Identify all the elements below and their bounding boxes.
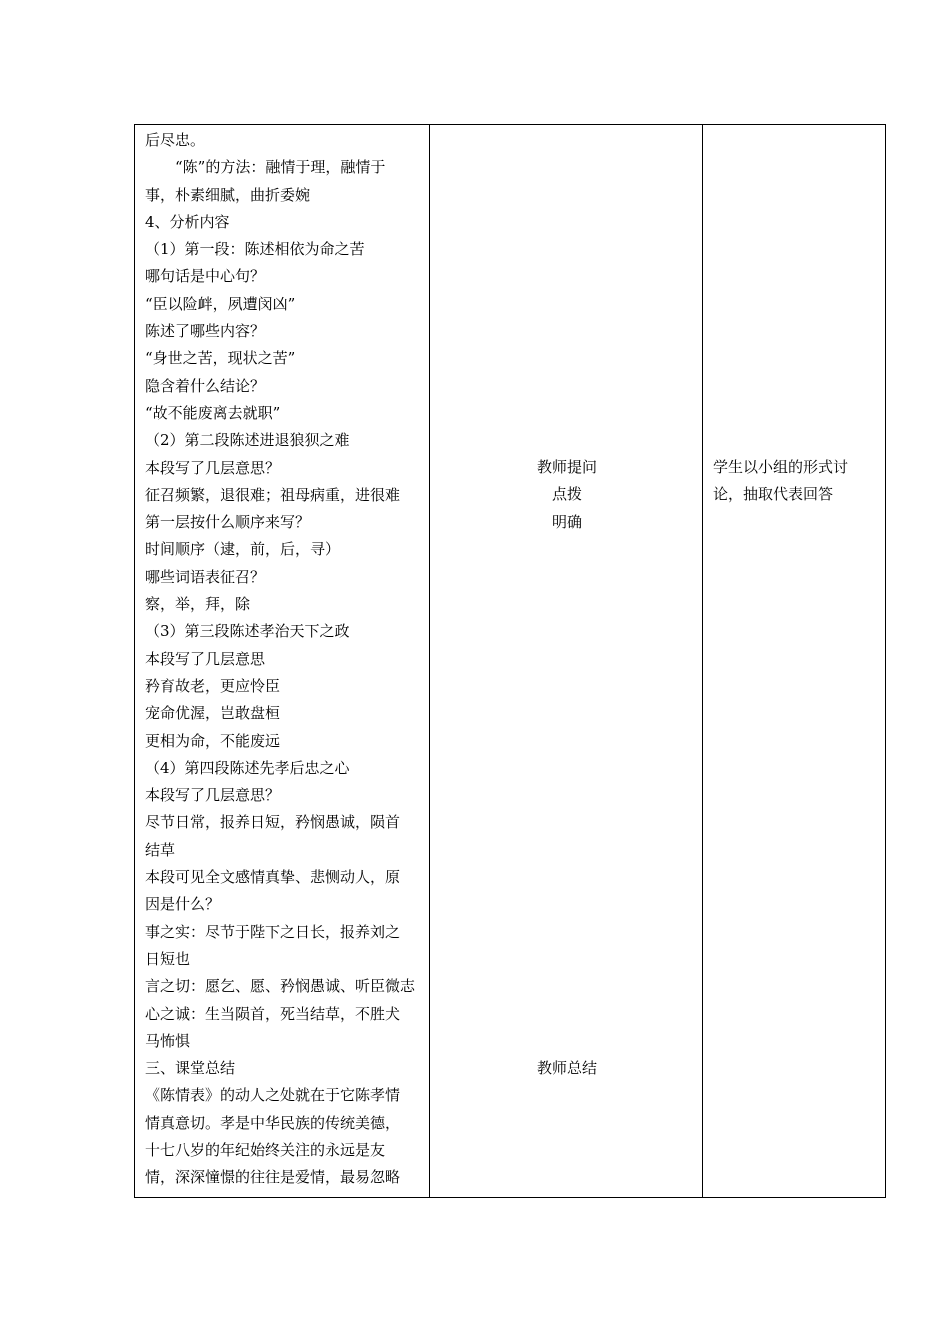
text-line: 矜育故老，更应怜臣 — [145, 676, 281, 695]
text-line: （4）第四段陈述先孝后忠之心 — [145, 758, 350, 777]
text-line: 情，深深憧憬的往往是爱情，最易忽略 — [145, 1168, 401, 1187]
student-activity-line: 论，抽取代表回答 — [713, 485, 834, 504]
text-line: （2）第二段陈述进退狼狈之难 — [145, 431, 350, 450]
text-line: 马怖惧 — [145, 1031, 191, 1050]
teacher-summary-label: 教师总结 — [536, 1059, 597, 1077]
text-line: 十七八岁的年纪始终关注的永远是友 — [145, 1140, 386, 1159]
text-line: 事，朴素细腻，曲折委婉 — [145, 185, 311, 204]
teacher-guidance — [431, 454, 703, 536]
student-activity — [713, 454, 873, 509]
text-line: 哪句话是中心句？ — [145, 267, 266, 286]
text-line: 日短也 — [145, 949, 191, 968]
text-line: “身世之苦，现状之苦” — [145, 349, 296, 368]
content-column — [145, 127, 425, 1192]
text-line: 4、分析内容 — [145, 212, 230, 231]
text-line: 察，举，拜，除 — [145, 595, 251, 614]
text-line: “陈”的方法：融情于理，融情于 — [145, 158, 386, 177]
text-line: 因是什么？ — [145, 895, 221, 914]
text-line: 第一层按什么顺序来写？ — [145, 513, 311, 532]
text-line: 情真意切。孝是中华民族的传统美德， — [145, 1113, 401, 1132]
text-line: 三、课堂总结 — [145, 1059, 236, 1078]
column-divider — [702, 125, 703, 1197]
text-line: 时间顺序（逮，前，后，寻） — [145, 540, 341, 559]
teacher-hint-label: 点拨 — [551, 485, 582, 504]
text-line: 后尽忠。 — [145, 131, 206, 149]
text-line: 哪些词语表征召？ — [145, 567, 266, 586]
text-line: （3）第三段陈述孝治天下之政 — [145, 622, 350, 641]
text-line: 本段写了几层意思？ — [145, 786, 281, 805]
teacher-clarify-label: 明确 — [551, 512, 582, 531]
text-line: （1）第一段：陈述相依为命之苦 — [145, 240, 365, 259]
text-line: 陈述了哪些内容？ — [145, 322, 266, 341]
text-line: 征召频繁，退很难；祖母病重，进很难 — [145, 485, 401, 504]
text-line: 结草 — [145, 840, 176, 859]
text-line: 宠命优渥，岂敢盘桓 — [145, 704, 281, 723]
lesson-table — [134, 124, 886, 1198]
text-line: 更相为命，不能废远 — [145, 731, 281, 750]
text-line: 事之实：尽节于陛下之日长，报养刘之 — [145, 922, 401, 941]
student-activity-line: 学生以小组的形式讨 — [713, 458, 849, 476]
teacher-question-label: 教师提问 — [536, 458, 597, 476]
text-line: 尽节日常，报养日短，矜悯愚诚，陨首 — [145, 813, 401, 832]
text-line: 本段可见全文感情真挚、悲恻动人，原 — [145, 868, 401, 887]
text-line: 隐含着什么结论？ — [145, 376, 266, 395]
text-line: 心之诚：生当陨首，死当结草，不胜犬 — [145, 1004, 401, 1023]
text-line: “臣以险衅，夙遭闵凶” — [145, 294, 296, 313]
text-line: 言之切：愿乞、愿、矜悯愚诚、听臣微志 — [145, 977, 416, 996]
column-divider — [429, 125, 430, 1197]
text-line: 本段写了几层意思？ — [145, 458, 281, 477]
text-line: “故不能废离去就职” — [145, 403, 281, 422]
text-line: 本段写了几层意思 — [145, 649, 266, 668]
text-line: 《陈情表》的动人之处就在于它陈孝情 — [145, 1086, 401, 1105]
